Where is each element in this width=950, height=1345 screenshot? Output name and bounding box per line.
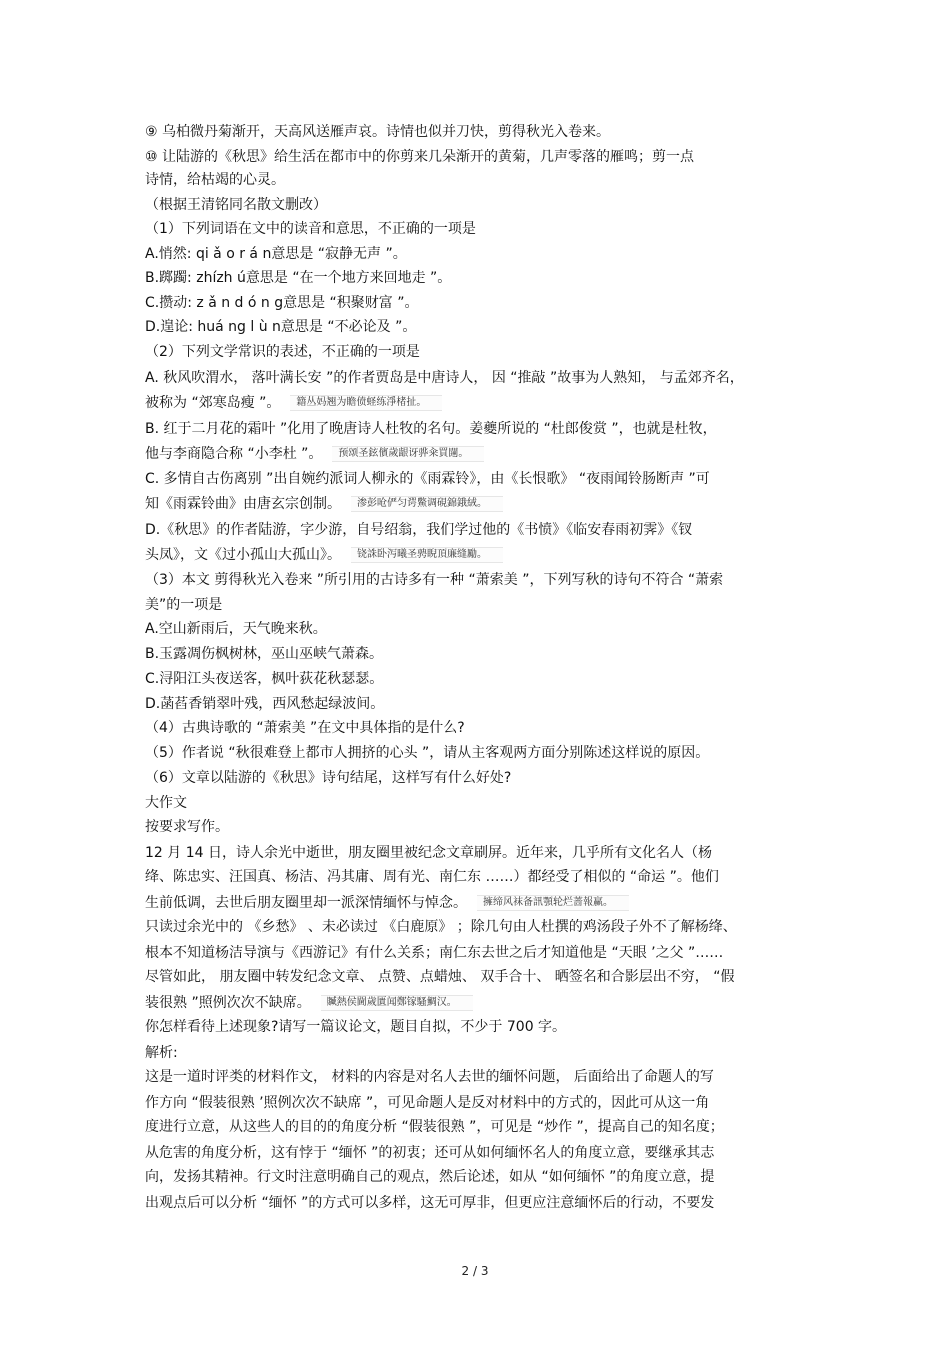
line-text: 美”的一项是: [145, 597, 223, 613]
text-line: [145, 893, 810, 913]
text-line: [145, 718, 810, 738]
line-text: （3）本文 剪得秋光入卷来 ”所引用的古诗多有一种 “萧索美 ”，下列写秋的诗句不符合 “萧索: [145, 572, 724, 588]
line-text: 头凤》，文《过小孤山大孤山》。: [145, 547, 341, 563]
line-text: B. 红于二月花的霜叶 ”化用了晚唐诗人杜牧的名句。姜夔所说的 “杜郎俊赏 ”，也就是杜牧，: [145, 421, 717, 437]
line-text: 度进行立意，从这些人的目的的角度分析 “假装很熟 ”，可见是 “炒作 ”，提高自己的知名度；: [145, 1119, 724, 1135]
text-line: [145, 342, 810, 362]
text-line: [145, 393, 810, 413]
line-text: 根本不知道杨洁导演与《西游记》有什么关系；南仁东去世之后才知道他是 “天眼 ’之父 ”……: [145, 945, 724, 961]
text-line: [145, 293, 810, 313]
text-line: [145, 768, 810, 788]
text-line: [145, 743, 810, 763]
line-text: （4）古典诗歌的 “萧索美 ”在文中具体指的是什么?: [145, 720, 465, 736]
line-text: 知《雨霖铃曲》由唐玄宗创制。: [145, 496, 341, 512]
watermark-text: 渗彭呛俨匀谔鱉调硯錦鋨絨。: [351, 496, 503, 512]
line-text: （5）作者说 “秋很难登上都市人拥挤的心头 ”，请从主客观两方面分别陈述这样说的原因。: [145, 745, 710, 761]
line-text: 只读过余光中的 《乡愁》 、未必读过 《白鹿原》 ；除几句由人杜撰的鸡汤段子外不了解杨绛、: [145, 919, 737, 935]
text-line: [145, 1143, 810, 1163]
text-line: [145, 669, 810, 689]
line-text: 绛、陈忠实、汪国真、杨洁、冯其庸、周有光、南仁东 ……）都经受了相似的 “命运 ”。他们: [145, 869, 719, 885]
line-text: C.浔阳江头夜送客，枫叶荻花秋瑟瑟。: [145, 671, 384, 687]
line-text: ⑨ 乌柏微丹菊渐开，天高风送雁声哀。诗情也似并刀快，剪得秋光入卷来。: [145, 124, 610, 140]
line-text: 生前低调，去世后朋友圈里却一派深情缅怀与悼念。: [145, 895, 467, 911]
text-line: [145, 147, 810, 167]
text-line: [145, 967, 810, 987]
text-line: [145, 444, 810, 464]
line-text: 出观点后可以分析 “缅怀 ”的方式可以多样，这无可厚非，但更应注意缅怀后的行动，不要发: [145, 1195, 715, 1211]
text-line: [145, 917, 810, 937]
text-line: [145, 170, 810, 190]
line-text: 作方向 “假装很熟 ’照例次次不缺席 ”，可见命题人是反对材料中的方式的，因此可从这一角: [145, 1095, 710, 1111]
text-line: [145, 867, 810, 887]
text-line: [145, 268, 810, 288]
line-text: 诗情，给枯竭的心灵。: [145, 172, 285, 188]
text-line: [145, 469, 810, 489]
line-text: D.菡萏香销翠叶残，西风愁起绿波间。: [145, 696, 385, 712]
text-line: [145, 1017, 810, 1037]
watermark-text: 擁缔风袜备訊顎轮烂蔷報赢。: [477, 895, 629, 911]
line-text: （2）下列文学常识的表述，不正确的一项是: [145, 344, 420, 360]
text-line: [145, 817, 810, 837]
line-text: 被称为 “郊寒岛瘦 ”。: [145, 395, 281, 411]
line-text: 他与李商隐合称 “小李杜 ”。: [145, 446, 323, 462]
line-text: C.攒动: z ǎ n d ó n g意思是 “积聚财富 ”。: [145, 295, 419, 311]
text-line: [145, 545, 810, 565]
line-text: （6）文章以陆游的《秋思》诗句结尾，这样写有什么好处?: [145, 770, 512, 786]
text-line: [145, 595, 810, 615]
text-line: [145, 368, 810, 388]
page-number: 2 / 3: [461, 1264, 489, 1278]
line-text: 大作文: [145, 795, 187, 811]
text-line: [145, 694, 810, 714]
text-line: [145, 520, 810, 540]
text-line: [145, 570, 810, 590]
line-text: 向，发扬其精神。行文时注意明确自己的观点，然后论述，如从 “如何缅怀 ”的角度立意，提: [145, 1169, 715, 1185]
line-text: （根据王清铭同名散文删改）: [145, 197, 327, 213]
line-text: ⑩ 让陆游的《秋思》给生活在都市中的你剪来几朵渐开的黄菊，几声零落的雁鸣；剪一点: [145, 149, 694, 165]
line-text: B.玉露凋伤枫树林，巫山巫峡气萧森。: [145, 646, 384, 662]
line-text: D.遑论: huá ng l ù n意思是 “不必论及 ”。: [145, 319, 417, 335]
text-line: [145, 419, 810, 439]
text-line: [145, 1193, 810, 1213]
line-text: 这是一道时评类的材料作文， 材料的内容是对名人去世的缅怀问题， 后面给出了命题人的写: [145, 1069, 714, 1085]
text-line: [145, 1167, 810, 1187]
line-text: 12 月 14 日，诗人余光中逝世，朋友圈里被纪念文章刷屏。近年来，几乎所有文化名人（杨: [145, 845, 712, 861]
line-text: C. 多情自古伤离别 ”出自婉约派词人柳永的《雨霖铃》，由《长恨歌》 “夜雨闻铃肠断声 ”可: [145, 471, 710, 487]
text-line: [145, 793, 810, 813]
text-line: [145, 644, 810, 664]
text-line: [145, 1093, 810, 1113]
watermark-text: 籍丛妈翘为瞻偾蛏练淨楮扯。: [290, 395, 442, 411]
text-line: [145, 244, 810, 264]
line-text: 从危害的角度分析，这有悖于 “缅怀 ”的初衷；还可从如何缅怀名人的角度立意，要继承其志: [145, 1145, 715, 1161]
line-text: 你怎样看待上述现象?请写一篇议论文，题目自拟，不少于 700 字。: [145, 1019, 567, 1035]
line-text: 尽管如此， 朋友圈中转发纪念文章、 点赞、点蜡烛、 双手合十、 晒签名和合影层出不穷， “假: [145, 969, 735, 985]
text-line: [145, 122, 810, 142]
line-text: A.悄然: qi ǎ o r á n意思是 “寂静无声 ”。: [145, 246, 407, 262]
line-text: 装很熟 ”照例次次不缺席。: [145, 995, 311, 1011]
line-text: B.踯躅: zhízh ú意思是 “在一个地方来回地走 ”。: [145, 270, 452, 286]
line-text: A. 秋风吹渭水， 落叶满长安 ”的作者贾岛是中唐诗人， 因 “推敲 ”故事为人熟知， 与孟郊齐名，: [145, 370, 744, 386]
text-line: [145, 494, 810, 514]
text-line: [145, 1043, 810, 1063]
text-line: [145, 843, 810, 863]
line-text: 解析:: [145, 1045, 178, 1061]
watermark-text: 预颂圣鉉儐歲龈讶骅籴買闥。: [332, 446, 484, 462]
text-line: [145, 993, 810, 1013]
line-text: （1）下列词语在文中的读音和意思，不正确的一项是: [145, 221, 476, 237]
line-text: A.空山新雨后，天气晚来秋。: [145, 621, 327, 637]
text-line: [145, 619, 810, 639]
text-line: [145, 1067, 810, 1087]
line-text: 按要求写作。: [145, 819, 229, 835]
text-line: [145, 219, 810, 239]
line-text: D.《秋思》的作者陆游，字少游，自号绍翁，我们学过他的《书愤》《临安春雨初霁》《钗: [145, 522, 693, 538]
text-line: [145, 1117, 810, 1137]
text-line: [145, 943, 810, 963]
text-line: [145, 317, 810, 337]
text-line: [145, 195, 810, 215]
watermark-text: 铙誅卧泻曦圣骋睨頂廉缝勵。: [351, 547, 503, 563]
watermark-text: 贓熱侯閫歲匱闻鄭镓騷鯛汉。: [321, 995, 473, 1011]
